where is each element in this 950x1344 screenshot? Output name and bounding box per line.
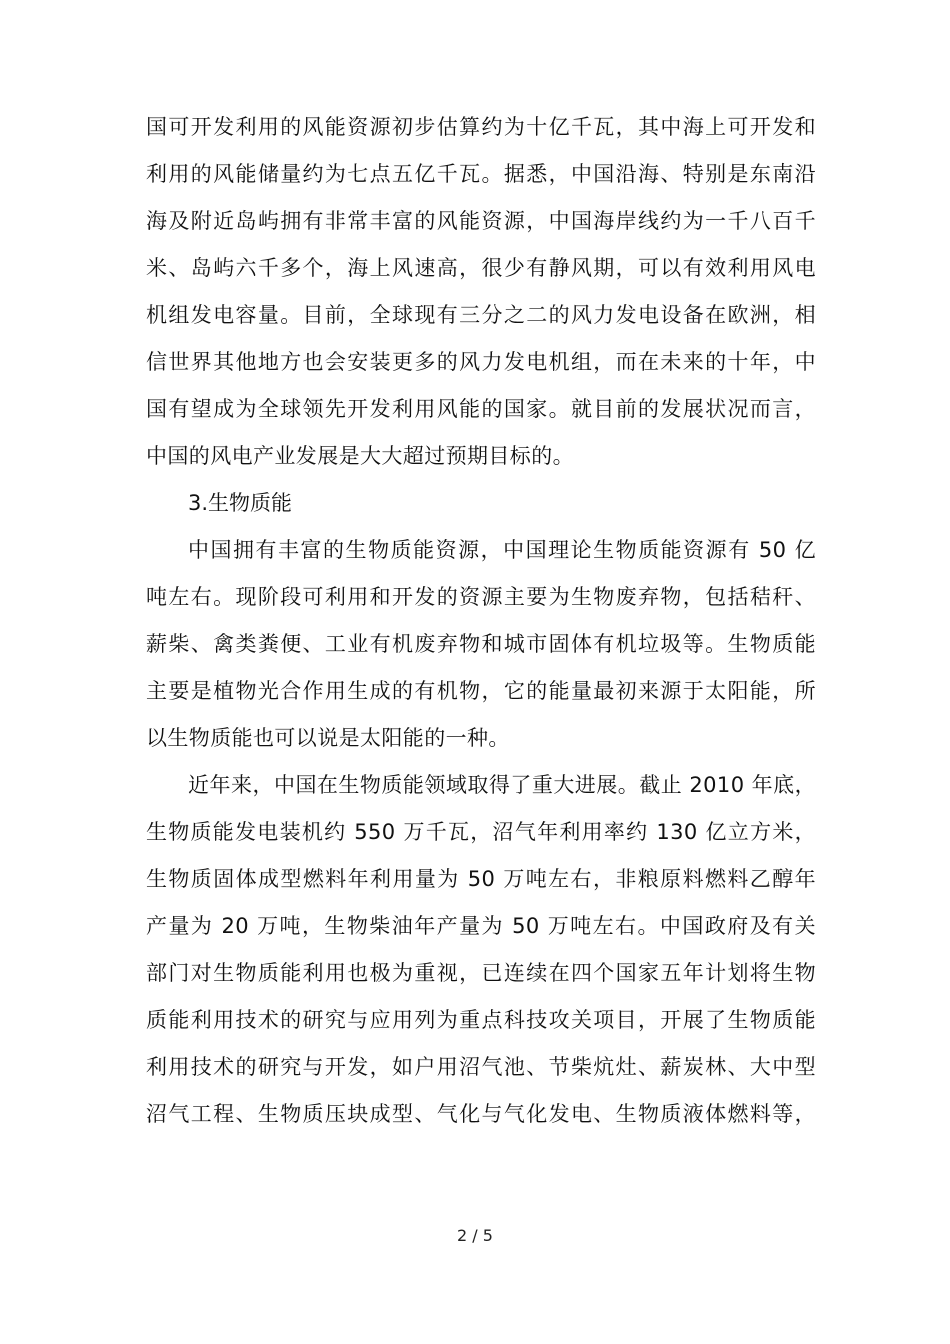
text-line: 生物质固体成型燃料年利用量为 50 万吨左右，非粮原料燃料乙醇年 — [146, 867, 816, 891]
paragraph-wind-continuation — [146, 104, 816, 480]
text-line: 国可开发利用的风能资源初步估算约为十亿千瓦，其中海上可开发和 — [146, 115, 816, 139]
page-number: 2 / 5 — [457, 1226, 493, 1245]
text-line: 以生物质能也可以说是太阳能的一种。 — [146, 726, 510, 750]
text-line: 信世界其他地方也会安装更多的风力发电机组，而在未来的十年，中 — [146, 350, 816, 374]
paragraph-progress — [146, 762, 816, 1138]
text-line: 主要是植物光合作用生成的有机物，它的能量最初来源于太阳能，所 — [146, 679, 816, 703]
text-line: 生物质能发电装机约 550 万千瓦，沼气年利用率约 130 亿立方米， — [146, 820, 816, 844]
text-line: 薪柴、禽类粪便、工业有机废弃物和城市固体有机垃圾等。生物质能 — [146, 632, 816, 656]
text-line: 米、岛屿六千多个，海上风速高，很少有静风期，可以有效利用风电 — [146, 256, 816, 280]
text-line: 机组发电容量。目前，全球现有三分之二的风力发电设备在欧洲，相 — [146, 303, 816, 327]
page-content — [146, 104, 816, 1138]
section-heading: 3.生物质能 — [188, 491, 293, 515]
text-line: 中国拥有丰富的生物质能资源，中国理论生物质能资源有 50 亿 — [188, 538, 816, 562]
text-line: 吨左右。现阶段可利用和开发的资源主要为生物废弃物，包括秸秆、 — [146, 585, 816, 609]
text-line: 中国的风电产业发展是大大超过预期目标的。 — [146, 444, 574, 468]
text-line: 产量为 20 万吨，生物柴油年产量为 50 万吨左右。中国政府及有关 — [146, 914, 816, 938]
text-line: 海及附近岛屿拥有非常丰富的风能资源，中国海岸线约为一千八百千 — [146, 209, 816, 233]
text-line: 部门对生物质能利用也极为重视，已连续在四个国家五年计划将生物 — [146, 961, 816, 985]
text-line: 近年来，中国在生物质能领域取得了重大进展。截止 2010 年底， — [188, 773, 816, 797]
text-line: 沼气工程、生物质压块成型、气化与气化发电、生物质液体燃料等， — [146, 1102, 816, 1126]
text-line: 利用的风能储量约为七点五亿千瓦。据悉，中国沿海、特别是东南沿 — [146, 162, 816, 186]
paragraph-biomass — [146, 527, 816, 762]
text-line: 质能利用技术的研究与应用列为重点科技攻关项目，开展了生物质能 — [146, 1008, 816, 1032]
text-line: 国有望成为全球领先开发利用风能的国家。就目前的发展状况而言， — [146, 397, 816, 421]
text-line: 利用技术的研究与开发，如户用沼气池、节柴炕灶、薪炭林、大中型 — [146, 1055, 816, 1079]
